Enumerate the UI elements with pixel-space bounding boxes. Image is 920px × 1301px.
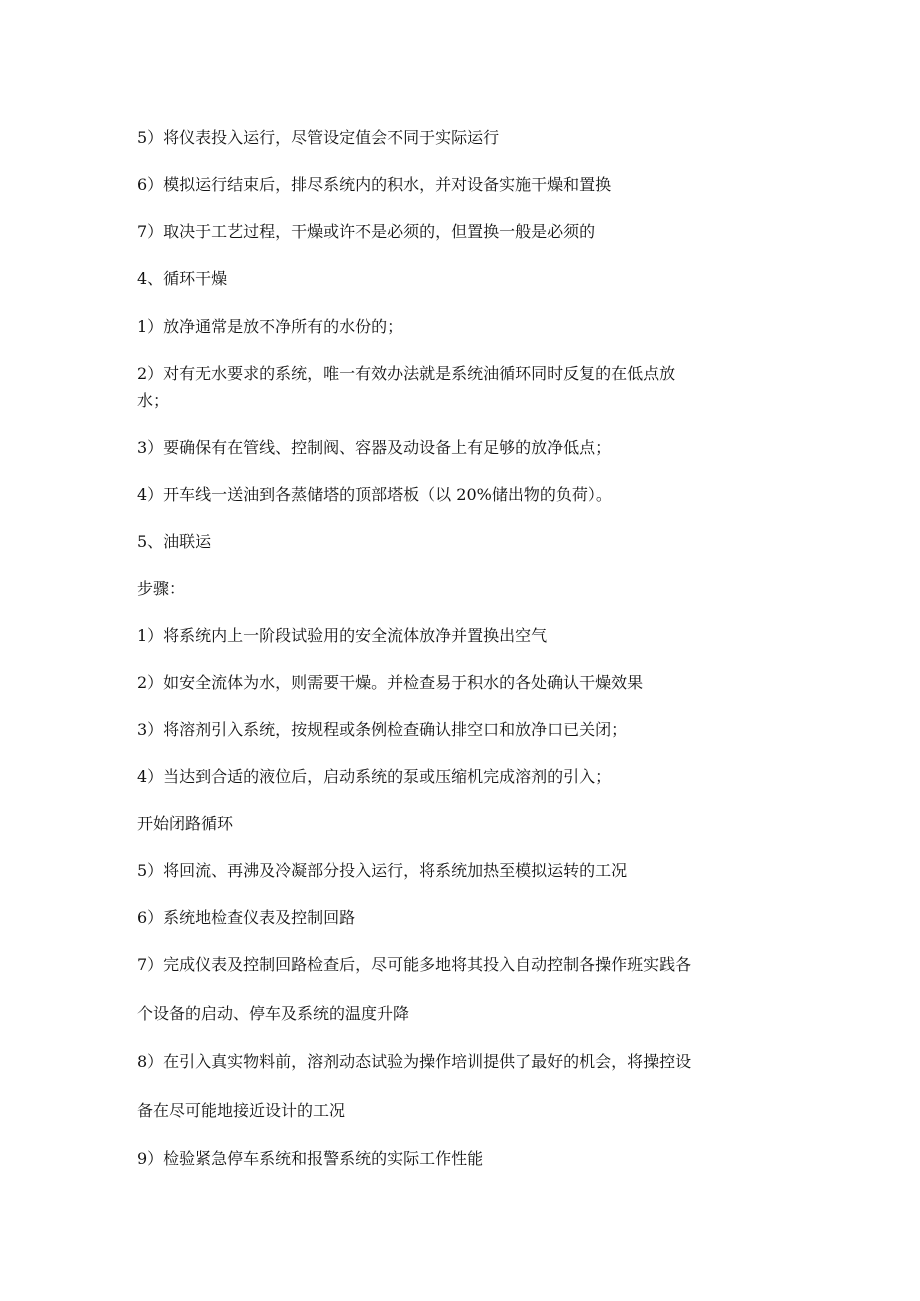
text-line: 3）要确保有在管线、控制阀、容器及动设备上有足够的放净低点；: [137, 438, 612, 457]
text-line: 开始闭路循环: [137, 814, 234, 833]
section-heading: 4、循环干燥: [137, 269, 228, 288]
text-line: 水；: [137, 391, 170, 410]
text-line: 4）当达到合适的液位后，启动系统的泵或压缩机完成溶剂的引入；: [137, 767, 612, 786]
text-line: 5）将回流、再沸及冷凝部分投入运行，将系统加热至模拟运转的工况: [137, 861, 628, 880]
text-line: 3）将溶剂引入系统，按规程或条例检查确认排空口和放净口已关闭；: [137, 720, 628, 739]
text-line: 2）如安全流体为水，则需要干燥。并检查易于积水的各处确认干燥效果: [137, 673, 644, 692]
text-line: 9）检验紧急停车系统和报警系统的实际工作性能: [137, 1149, 484, 1168]
text-line: 步骤：: [137, 579, 186, 598]
text-line: 6）模拟运行结束后，排尽系统内的积水，并对设备实施干燥和置换: [137, 175, 612, 194]
text-line: 7）完成仪表及控制回路检查后，尽可能多地将其投入自动控制各操作班实践各: [137, 955, 692, 974]
text-line: 2）对有无水要求的系统，唯一有效办法就是系统油循环同时反复的在低点放: [137, 364, 676, 383]
section-heading: 5、油联运: [137, 532, 212, 551]
text-line: 备在尽可能地接近设计的工况: [137, 1101, 346, 1120]
text-line: 1）将系统内上一阶段试验用的安全流体放净并置换出空气: [137, 626, 548, 645]
text-line: 4）开车线一送油到各蒸储塔的顶部塔板（以 20%储出物的负荷）。: [137, 485, 612, 504]
text-line: 7）取决于工艺过程，干燥或许不是必须的，但置换一般是必须的: [137, 222, 596, 241]
text-line: 个设备的启动、停车及系统的温度升降: [137, 1004, 410, 1023]
text-line: 5）将仪表投入运行，尽管设定值会不同于实际运行: [137, 128, 500, 147]
text-line: 6）系统地检查仪表及控制回路: [137, 908, 356, 927]
text-line: 8）在引入真实物料前，溶剂动态试验为操作培训提供了最好的机会，将操控设: [137, 1052, 692, 1071]
text-line: 1）放净通常是放不净所有的水份的；: [137, 317, 404, 336]
